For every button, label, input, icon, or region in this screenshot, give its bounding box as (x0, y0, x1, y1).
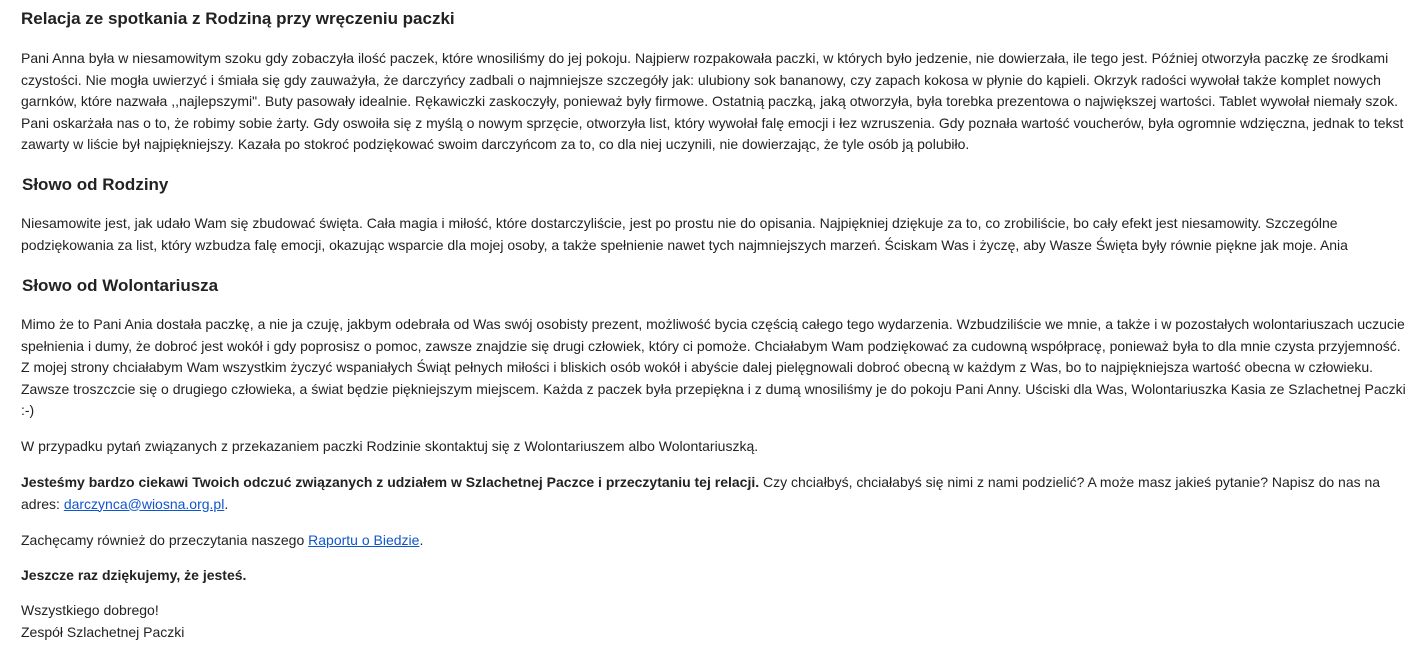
report-end: . (419, 532, 424, 548)
report-prefix: Zachęcamy również do przeczytania naszego (21, 532, 309, 548)
greeting: Wszystkiego dobrego! (21, 602, 159, 618)
feedback-text: Czy chciałbyś, chciałabyś się nimi z nami podzielić? A może masz jakieś pytanie? Napisz do nas na adres: (21, 474, 1381, 512)
section-body-relacja: Pani Anna była w niesamowitym szoku gdy zobaczyła ilość paczek, które wnosiliśmy do jej pokoju. Najpierw rozpakowała paczki, w których było jedzenie, nie dowierzała, ile tego jest. Później otworzyła paczkę ze środkami czystości. Nie mogła uwierzyć i śmiała się gdy zauważyła, że darczyńcy zadbali o najmniejsze szczegóły jak: ulubiony sok bananowy, czy zapach kokosa w płynie do kąpieli. Okrzyk radości wywołał także komplet nowych garnków, które nazwała ,,najlepszymi". Buty pasowały idealnie. Rękawiczki zaskoczyły, ponieważ były firmowe. Ostatnią paczką, jaką otworzyła, była torebka prezentowa o największej wartości. Tablet wywołał niemały szok. Pani oskarżała nas o to, że robimy sobie żarty. Gdy oswoiła się z myślą o nowym sprzęcie, otworzyła list, który wywołał falę emocji i łez wzruszenia. Gdy poznała wartość voucherów, była ogromnie wdzięczna, jednak to tekst zawarty w liście był najpiękniejszy. Kazała po stokroć podziękować swoim darczyńcom za to, co dla niej uczynili, nie dowierzając, że tyle osób ją polubiło. (21, 50, 1404, 152)
section-body-rodzina: Niesamowite jest, jak udało Wam się zbudować święta. Cała magia i miłość, które dostarczyliście, jest po prostu nie do opisania. Najpiękniej dziękuje za to, co zrobiliście, bo cały efekt jest niesamowity. Szczególne podziękowania za list, który wzbudza falę emocji, okazując wsparcie dla mojej osoby, a także spełnienie nawet tych najmniejszych marzeń. Ściskam Was i życzę, aby Wasze Święta były równie piękne jak moje. Ania (21, 215, 1348, 253)
feedback-end: . (224, 495, 229, 512)
report-link[interactable]: Raportu o Biedzie (308, 532, 420, 548)
feedback-bold-text: Jesteśmy bardzo ciekawi Twoich odczuć związanych z udziałem w Szlachetnej Paczce i przeczytaniu tej relacji. (21, 474, 760, 490)
report-paragraph (21, 530, 1411, 552)
section-title-relacja: Relacja ze spotkania z Rodziną przy wręczeniu paczki (21, 9, 455, 28)
feedback-paragraph (21, 472, 1411, 515)
thanks-text: Jeszcze raz dziękujemy, że jesteś. (21, 567, 247, 583)
signature (21, 600, 1411, 643)
section-body-wolontariusz: Mimo że to Pani Ania dostała paczkę, a nie ja czuję, jakbym odebrała od Was swój osobisty prezent, możliwość bycia częścią całego tego wydarzenia. Wzbudziliście we mnie, a także i w pozostałych wolontariuszach uczucie spełnienia i dumy, że dobroć jest wokół i gdy poprosisz o pomoc, zawsze znajdzie się drugi człowiek, który ci pomoże. Chciałabym Wam podziękować za cudowną współpracę, ponieważ była to dla mnie czysta przyjemność. Z mojej strony chciałabym Wam wszystkim życzyć wspaniałych Świąt pełnych miłości i bliskich osób wokół i abyście dalej pielęgnowali dobroć obecną w każdym z Was, bo to najpiękniejsza wartość obecna w człowieku. Zawsze troszczcie się o drugiego człowieka, a świat będzie piękniejszym miejscem. Każda z paczek była przepiękna i z dumą wnosiliśmy je do pokoju Pani Anny. Uściski dla Was, Wolontariuszka Kasia ze Szlachetnej Paczki :-) (21, 316, 1406, 418)
email-link[interactable]: darczynca@wiosna.org.pl (63, 495, 225, 512)
section-title-wolontariusz: Słowo od Wolontariusza (22, 276, 219, 295)
contact-info-text: W przypadku pytań związanych z przekazaniem paczki Rodzinie skontaktuj się z Wolontariuszem albo Wolontariuszką. (21, 438, 759, 454)
thanks-paragraph (21, 565, 1411, 587)
signature-name: Zespół Szlachetnej Paczki (21, 623, 185, 640)
section-title-rodzina: Słowo od Rodziny (22, 175, 169, 194)
